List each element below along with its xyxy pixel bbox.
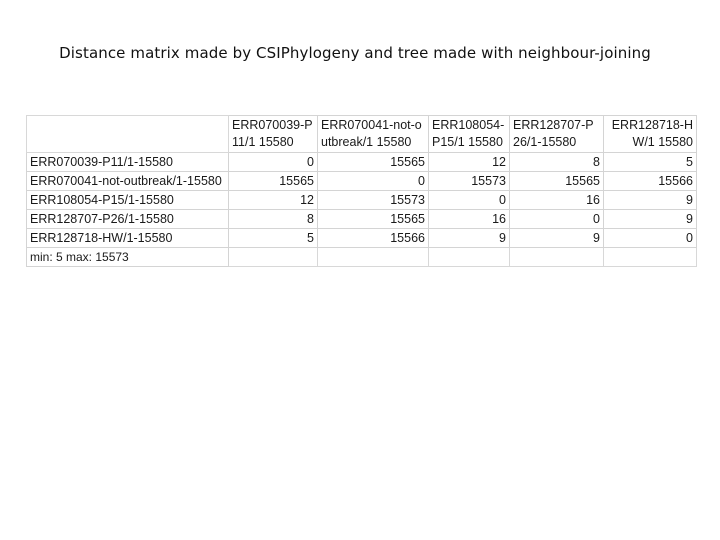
matrix-cell: 9: [604, 191, 697, 210]
empty-cell: [510, 248, 604, 267]
matrix-row: [27, 191, 697, 210]
matrix-column-header: ERR128707-P26/1-15580: [510, 116, 604, 153]
matrix-cell: 16: [510, 191, 604, 210]
matrix-column-header: ERR128718-HW/1 15580: [604, 116, 697, 153]
matrix-cell: 0: [229, 153, 318, 172]
matrix-cell: 0: [429, 191, 510, 210]
matrix-cell: 15573: [318, 191, 429, 210]
matrix-cell: 15565: [318, 210, 429, 229]
matrix-row: [27, 229, 697, 248]
min-max-summary: min: 5 max: 15573: [27, 248, 229, 267]
matrix-cell: 12: [429, 153, 510, 172]
matrix-column-header: ERR070041-not-outbreak/1 15580: [318, 116, 429, 153]
matrix-cell: 8: [510, 153, 604, 172]
matrix-footer-row: [27, 248, 697, 267]
matrix-cell: 9: [604, 210, 697, 229]
matrix-cell: 9: [429, 229, 510, 248]
matrix-cell: 0: [510, 210, 604, 229]
matrix-corner-cell: [27, 116, 229, 153]
matrix-cell: 15573: [429, 172, 510, 191]
empty-cell: [429, 248, 510, 267]
matrix-cell: 15565: [318, 153, 429, 172]
matrix-cell: 0: [604, 229, 697, 248]
empty-cell: [229, 248, 318, 267]
matrix-cell: 16: [429, 210, 510, 229]
matrix-cell: 15566: [318, 229, 429, 248]
matrix-cell: 15565: [510, 172, 604, 191]
matrix-cell: 8: [229, 210, 318, 229]
distance-matrix-table: [26, 115, 697, 267]
slide-title: Distance matrix made by CSIPhylogeny and tree made with neighbour-joining: [59, 44, 651, 62]
matrix-cell: 15565: [229, 172, 318, 191]
matrix-cell: 15566: [604, 172, 697, 191]
matrix-column-header: ERR108054-P15/1 15580: [429, 116, 510, 153]
matrix-row: [27, 153, 697, 172]
matrix-row-label: ERR108054-P15/1-15580: [27, 191, 229, 210]
matrix-cell: 5: [229, 229, 318, 248]
empty-cell: [604, 248, 697, 267]
matrix-row-label: ERR070041-not-outbreak/1-15580: [27, 172, 229, 191]
empty-cell: [318, 248, 429, 267]
matrix-row-label: ERR128718-HW/1-15580: [27, 229, 229, 248]
matrix-header-row: [27, 116, 697, 153]
matrix-cell: 9: [510, 229, 604, 248]
matrix-row-label: ERR070039-P11/1-15580: [27, 153, 229, 172]
matrix-column-header: ERR070039-P11/1 15580: [229, 116, 318, 153]
matrix-row-label: ERR128707-P26/1-15580: [27, 210, 229, 229]
matrix-row: [27, 210, 697, 229]
matrix-cell: 0: [318, 172, 429, 191]
matrix-cell: 12: [229, 191, 318, 210]
matrix-row: [27, 172, 697, 191]
matrix-cell: 5: [604, 153, 697, 172]
